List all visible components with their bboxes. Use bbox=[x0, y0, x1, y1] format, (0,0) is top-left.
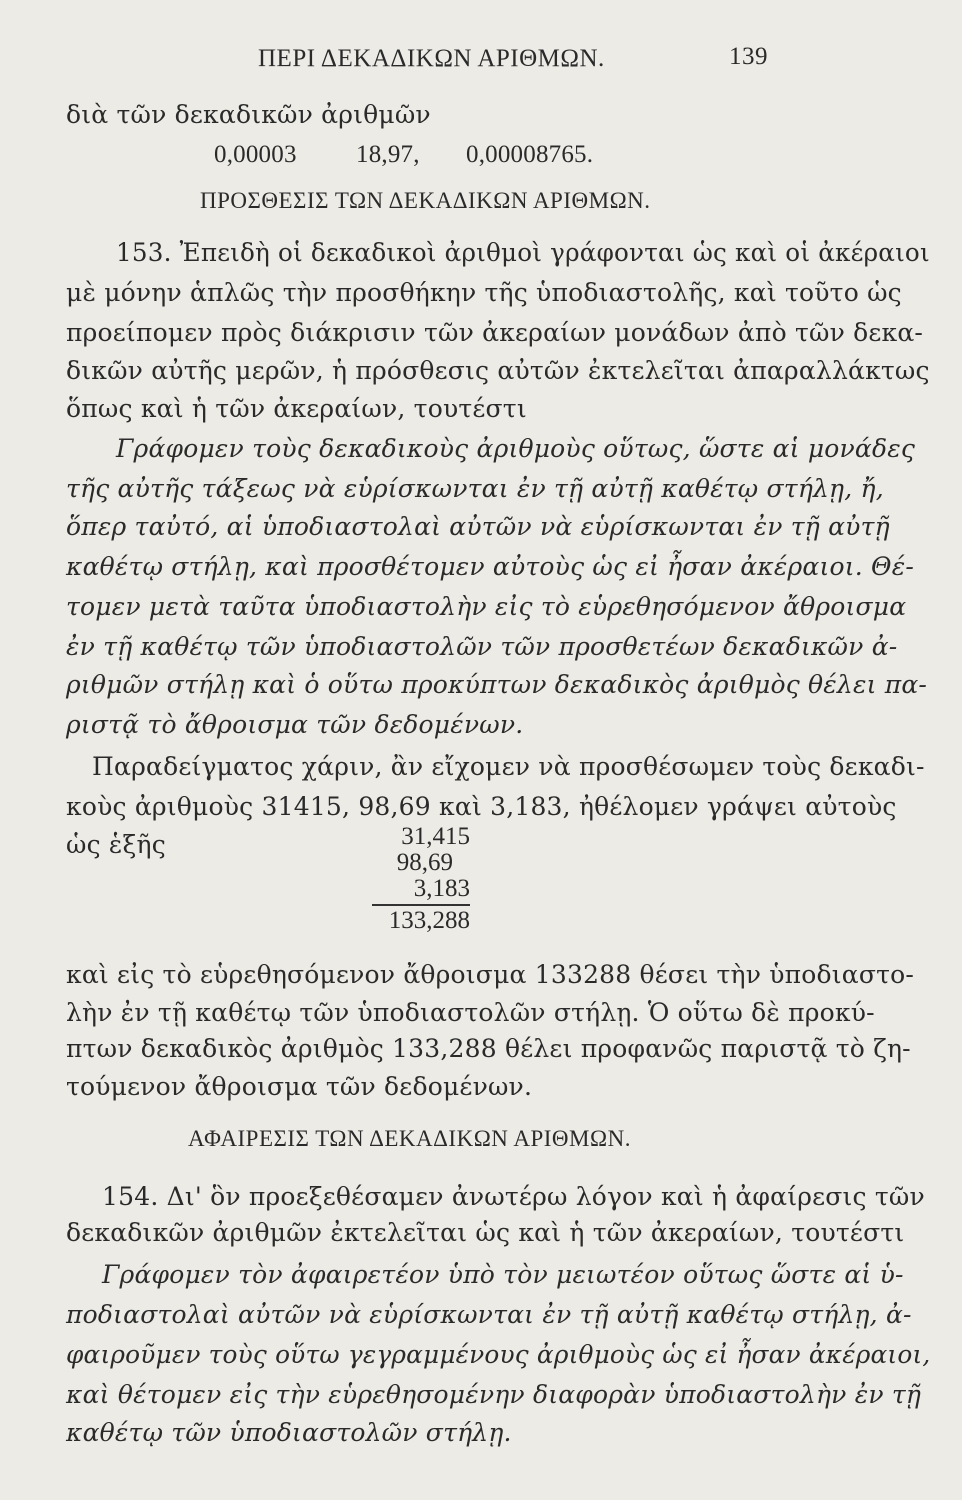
rule-line: ὅπερ ταὐτό, αἱ ὑποδιαστολαὶ αὐτῶν νὰ εὑρίσκωνται ἐν τῇ αὐτῇ bbox=[66, 512, 890, 541]
text-line: δεκαδικῶν ἀριθμῶν ἐκτελεῖται ὡς καὶ ἡ τῶν ἀκεραίων, τουτέστι bbox=[66, 1218, 905, 1247]
rule-line: ριθμῶν στήλῃ καὶ ὁ οὕτω προκύπτων δεκαδικὸς ἀριθμὸς θέλει πα- bbox=[66, 670, 928, 699]
section-heading-subtraction: ΑΦΑΙΡΕΣΙΣ ΤΩΝ ΔΕΚΑΔΙΚΩΝ ΑΡΙΘΜΩΝ. bbox=[188, 1126, 631, 1151]
text-line: δικῶν αὐτῆς μερῶν, ἡ πρόσθεσις αὐτῶν ἐκτελεῖται ἀπαραλλάκτως bbox=[66, 356, 930, 385]
rule-line: ἐν τῇ καθέτῳ τῶν ὑποδιαστολῶν τῶν προσθετέων δεκαδικῶν ἀ- bbox=[66, 632, 898, 661]
text-line: λὴν ἐν τῇ καθέτῳ τῶν ὑποδιαστολῶν στήλῃ. Ὁ οὕτω δὲ προκύ- bbox=[66, 998, 875, 1027]
addend: 3,183 bbox=[413, 875, 470, 902]
example-number: 0,00003 bbox=[214, 141, 297, 168]
addend: 98,69 bbox=[396, 849, 453, 876]
text-line: προείπομεν πρὸς διάκρισιν τῶν ἀκεραίων μονάδων ἀπὸ τῶν δεκα- bbox=[66, 318, 924, 347]
sum-result: 133,288 bbox=[388, 907, 470, 934]
text-line: διὰ τῶν δεκαδικῶν ἀριθμῶν bbox=[66, 100, 431, 129]
rule-line: καθέτῳ τῶν ὑποδιαστολῶν στήλῃ. bbox=[66, 1418, 512, 1447]
running-header-title: ΠΕΡΙ ΔΕΚΑΔΙΚΩΝ ΑΡΙΘΜΩΝ. bbox=[258, 45, 605, 72]
rule-line: φαιροῦμεν τοὺς οὕτω γεγραμμένους ἀριθμοὺς ὡς εἰ ἦσαν ἀκέραιοι, bbox=[66, 1340, 931, 1369]
text-line: πτων δεκαδικὸς ἀριθμὸς 133,288 θέλει προφανῶς παριστᾷ τὸ ζη- bbox=[66, 1034, 911, 1063]
text-line: 153. Ἐπειδὴ οἱ δεκαδικοὶ ἀριθμοὶ γράφονται ὡς καὶ οἱ ἀκέραιοι bbox=[116, 238, 930, 267]
text-line: τούμενον ἄθροισμα τῶν δεδομένων. bbox=[66, 1072, 533, 1101]
page-number: 139 bbox=[729, 43, 768, 70]
example-number: 0,00008765. bbox=[466, 141, 594, 168]
text-line: ὡς ἑξῆς bbox=[66, 830, 166, 859]
text-line: ὅπως καὶ ἡ τῶν ἀκεραίων, τουτέστι bbox=[66, 394, 527, 423]
text-line: καὶ εἰς τὸ εὑρεθησόμενον ἄθροισμα 133288 θέσει τὴν ὑποδιαστο- bbox=[66, 960, 915, 989]
example-number: 18,97, bbox=[356, 141, 420, 168]
rule-line: καὶ θέτομεν εἰς τὴν εὑρεθησομένην διαφορὰν ὑποδιαστολὴν ἐν τῇ bbox=[66, 1380, 922, 1409]
rule-line: Γράφομεν τοὺς δεκαδικοὺς ἀριθμοὺς οὕτως, ὥστε αἱ μονάδες bbox=[116, 434, 916, 463]
section-heading-addition: ΠΡΟΣΘΕΣΙΣ ΤΩΝ ΔΕΚΑΔΙΚΩΝ ΑΡΙΘΜΩΝ. bbox=[200, 188, 651, 213]
rule-line: Γράφομεν τὸν ἀφαιρετέον ὑπὸ τὸν μειωτέον οὕτως ὥστε αἱ ὑ- bbox=[102, 1260, 904, 1289]
text-line: Παραδείγματος χάριν, ἂν εἴχομεν νὰ προσθέσωμεν τοὺς δεκαδι- bbox=[92, 752, 925, 781]
rule-line: καθέτῳ στήλῃ, καὶ προσθέτομεν αὐτοὺς ὡς εἰ ἦσαν ἀκέραιοι. Θέ- bbox=[66, 552, 914, 581]
text-line: 154. Δι' ὃν προεξεθέσαμεν ἀνωτέρω λόγον καὶ ἡ ἀφαίρεσις τῶν bbox=[102, 1182, 925, 1211]
rule-line: τῆς αὐτῆς τάξεως νὰ εὑρίσκωνται ἐν τῇ αὐτῇ καθέτῳ στήλῃ, ἤ, bbox=[66, 474, 884, 503]
rule-line: ριστᾷ τὸ ἄθροισμα τῶν δεδομένων. bbox=[66, 710, 524, 739]
text-line: μὲ μόνην ἁπλῶς τὴν προσθήκην τῆς ὑποδιαστολῆς, καὶ τοῦτο ὡς bbox=[66, 278, 902, 307]
rule-line: τομεν μετὰ ταῦτα ὑποδιαστολὴν εἰς τὸ εὑρεθησόμενον ἄθροισμα bbox=[66, 592, 907, 621]
addend: 31,415 bbox=[401, 823, 470, 850]
rule-line: ποδιαστολαὶ αὐτῶν νὰ εὑρίσκωνται ἐν τῇ αὐτῇ καθέτῳ στήλῃ, ἀ- bbox=[66, 1300, 912, 1329]
text-line: κοὺς ἀριθμοὺς 31415, 98,69 καὶ 3,183, ἠθέλομεν γράψει αὐτοὺς bbox=[66, 792, 897, 821]
